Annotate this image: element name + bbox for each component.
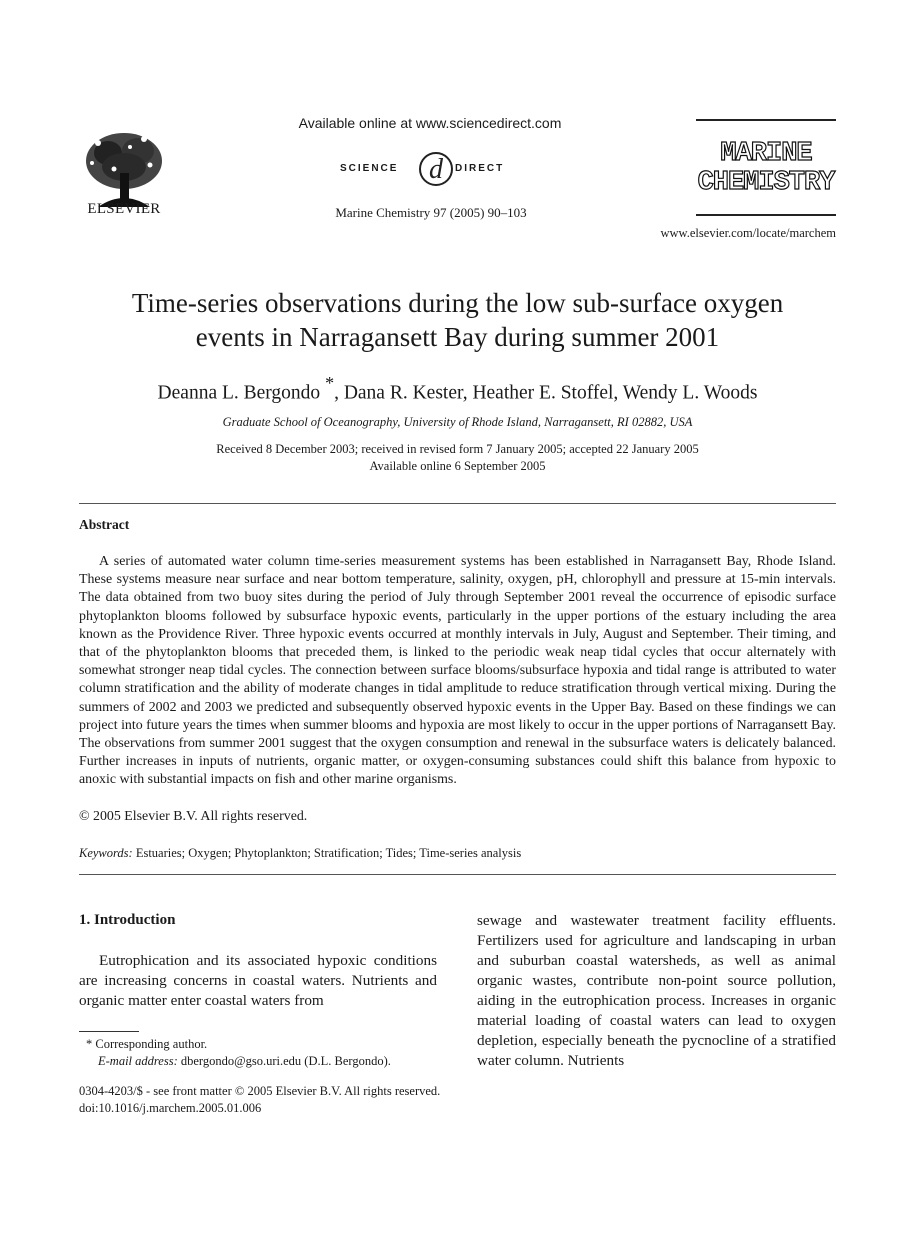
intro-right-paragraph: sewage and wastewater treatment facility effluents. Fertilizers used for agriculture and landscaping in urban and suburban coastal watersheds, as well as animal organic wastes, contribute non-point source pollution, aiding in the eutrophication process. Increases in organic material loading of coastal waters can lead to oxygen depletion, especially beneath the pycnocline of a stratified water column. Nutrients [477,912,836,1069]
article-title-line2: events in Narragansett Bay during summer 2001 [195,322,720,352]
journal-logo [696,140,836,198]
author-list [60,375,855,405]
sciencedirect-mark-letter: d [429,154,443,185]
corresponding-author-mark[interactable]: * [325,373,335,393]
journal-url-link[interactable]: www.elsevier.com/locate/marchem [660,226,836,240]
abstract-body [79,553,836,790]
footnote-rule [79,1031,139,1032]
keywords-list: Estuaries; Oxygen; Phytoplankton; Stratification; Tides; Time-series analysis [135,846,522,860]
sciencedirect-at-icon [417,149,455,189]
available-online-date: Available online 6 September 2005 [369,459,546,473]
doi-link[interactable]: doi:10.1016/j.marchem.2005.01.006 [79,1101,262,1115]
received-dates: Received 8 December 2003; received in revised form 7 January 2005; accepted 22 January 2005 [216,442,699,456]
article-dates [60,441,855,475]
section-heading-introduction: 1. Introduction [79,912,176,928]
article-title-line1: Time-series observations during the low sub-surface oxygen [131,288,784,318]
intro-right-column [477,911,836,1071]
footnote-corresponding: * Corresponding author. [86,1037,208,1051]
article-title [60,286,855,354]
affiliation: Graduate School of Oceanography, University of Rhode Island, Narragansett, RI 02882, USA [222,415,693,429]
journal-logo-rule-top [696,119,836,121]
intro-left-paragraph: Eutrophication and its associated hypoxic conditions are increasing concerns in coastal waters. Nutrients and organic matter enter coastal waters from [79,952,437,1009]
intro-left-column [79,951,437,1011]
keywords [79,846,521,861]
abstract-heading: Abstract [79,517,130,532]
divider-bottom [79,874,836,875]
journal-reference: Marine Chemistry 97 (2005) 90–103 [335,205,527,220]
sciencedirect-logo-right: DIRECT [455,163,505,174]
abstract-text: A series of automated water column time-series measurement systems has been established in Narragansett Bay, Rhode Island. These systems measure near surface and near bottom temperature, salinity, oxygen, pH, chlorophyll and pressure at 15-min intervals. The data obtained from two buoy sites during the period of July through September 2001 reveal the occurrence of episodic surface phytoplankton blooms followed by subsurface hypoxic events, particularly in the upper portions of the estuary including the area known as the Providence River. Three hypoxic events occurred at monthly intervals in July, August and September. Their timing, and that of the phytoplankton blooms that preceded them, is linked to the periodic weak neap tidal cycles that occur alternately with somewhat stronger neap tidal cycles. The connection between surface blooms/subsurface hypoxia and tidal range is attributed to water column stratification and the ability of moderate changes in tidal amplitude to reduce stratification through vertical mixing. During the summers of 2002 and 2003 we predicted and subsequently observed hypoxic events in the Upper Bay. Based on these findings we can project into future years the times when summer blooms and hypoxia are most likely to occur in the upper portions of Narragansett Bay. The observations from summer 2001 suggest that the oxygen consumption and renewal in the subsurface waters is delicately balanced. Further increases in inputs of nutrients, organic matter, or oxygen-consuming substances could shift this balance from hypoxic to anoxic with substantial impacts on fish and other marine organisms. [79,554,836,788]
issn-line: 0304-4203/$ - see front matter © 2005 Elsevier B.V. All rights reserved. [79,1084,441,1098]
divider-top [79,503,836,504]
other-authors: , Dana R. Kester, Heather E. Stoffel, Wendy L. Woods [334,382,758,404]
keywords-label: Keywords: [79,846,133,860]
abstract-copyright: © 2005 Elsevier B.V. All rights reserved. [79,809,308,824]
email-label: E-mail address: [98,1054,178,1068]
journal-logo-line1: MARINE [720,139,812,169]
available-online-text[interactable]: Available online at www.sciencedirect.com [298,115,562,131]
author-bergondo[interactable]: Deanna L. Bergondo [157,382,321,404]
journal-logo-rule-bottom [696,214,836,216]
email-address-link[interactable]: dbergondo@gso.uri.edu (D.L. Bergondo). [180,1054,391,1068]
journal-logo-line2: CHEMISTRY [697,168,835,198]
publisher-name: ELSEVIER [87,201,161,217]
sciencedirect-logo-left: SCIENCE [340,163,399,174]
footnote-email [98,1054,391,1069]
front-matter [79,1083,440,1117]
